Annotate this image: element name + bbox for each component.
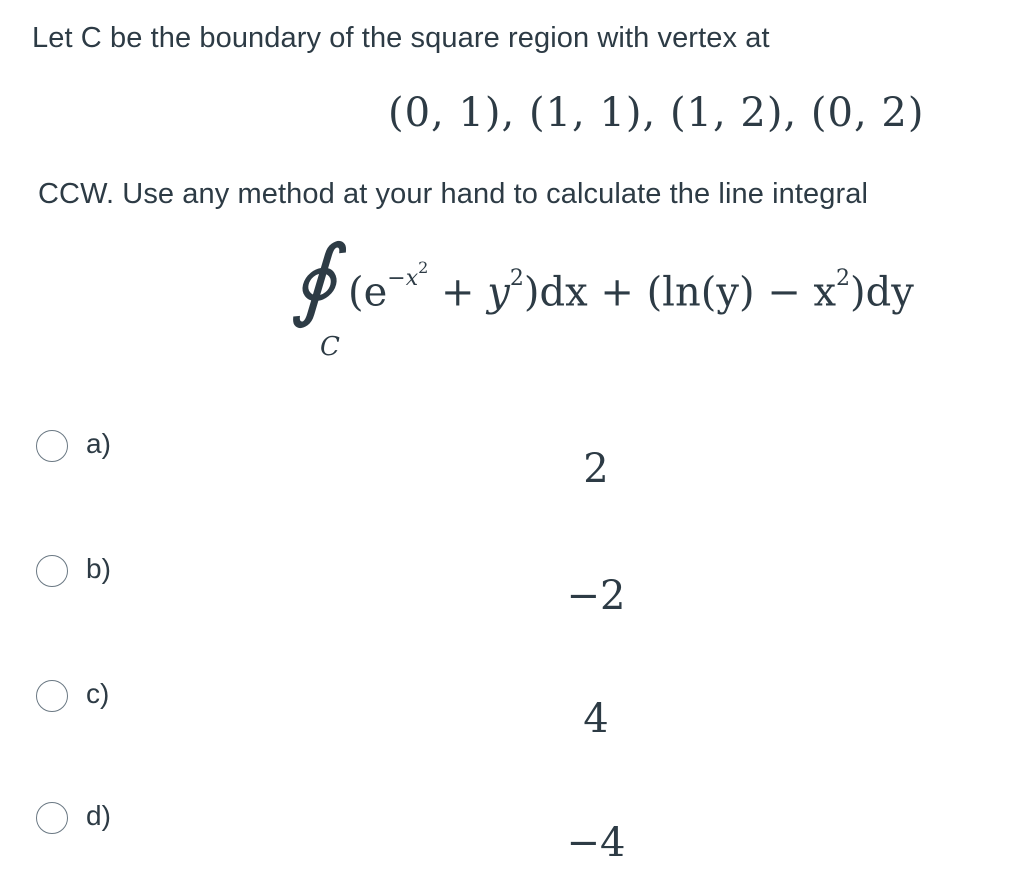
integrand-exponent: −x2: [387, 258, 429, 292]
option-value-b: −2: [566, 573, 626, 619]
radio-button-a[interactable]: [36, 430, 68, 462]
integrand-open-e: (e: [348, 269, 388, 316]
integrand-y-power: 2: [509, 266, 524, 292]
radio-button-b[interactable]: [36, 555, 68, 587]
option-label-d: d): [86, 800, 111, 831]
vertices-formula: (0, 1), (1, 1), (1, 2), (0, 2): [388, 90, 925, 136]
option-value-a: 2: [583, 446, 609, 492]
integrand: [348, 258, 914, 316]
answer-option-b[interactable]: [36, 555, 996, 635]
option-value-d: −4: [566, 820, 626, 866]
question-text-line2: CCW. Use any method at your hand to calculate the line integral: [38, 178, 869, 210]
answer-option-a[interactable]: [36, 430, 996, 510]
line-integral-formula: [290, 226, 1010, 378]
integrand-plus-y: + y: [428, 269, 510, 316]
integrand-x-power: 2: [836, 266, 851, 292]
answer-option-c[interactable]: [36, 680, 996, 760]
contour-integral-symbol: ∮: [290, 226, 337, 331]
question-text-line1: Let C be the boundary of the square region with vertex at: [32, 22, 770, 54]
option-label-c: c): [86, 678, 110, 709]
integrand-dy-part: )dy: [850, 269, 914, 316]
integrand-dx-part: )dx + (ln(y) − x: [523, 269, 837, 316]
radio-button-d[interactable]: [36, 802, 68, 834]
answer-option-d[interactable]: [36, 802, 996, 882]
radio-button-c[interactable]: [36, 680, 68, 712]
option-value-c: 4: [583, 696, 609, 742]
option-label-a: a): [86, 428, 111, 459]
integral-subscript: C: [320, 332, 340, 362]
option-label-b: b): [86, 553, 111, 584]
